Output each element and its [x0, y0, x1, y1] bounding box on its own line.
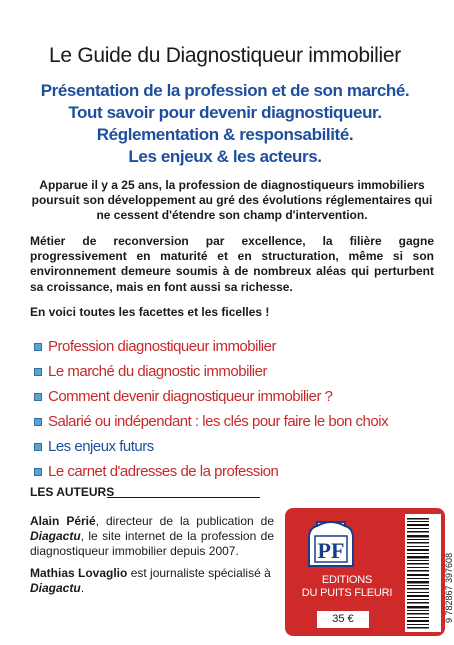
square-bullet-icon — [34, 443, 42, 451]
author-bio-text: , directeur de la publication de — [95, 514, 274, 528]
subtitle-line: Les enjeux & les acteurs. — [128, 147, 322, 166]
list-item-label: Les enjeux futurs — [48, 438, 154, 455]
price-tag: 35 € — [317, 611, 369, 628]
square-bullet-icon — [34, 468, 42, 476]
book-title: Le Guide du Diagnostiqueur immobilier — [49, 44, 401, 67]
svg-text:PF: PF — [317, 538, 345, 563]
career-paragraph: Métier de reconversion par excellence, la filière gagne progressivement en maturité et en structuration, même si son environnement demeure soumis à de nombreux aléas qui perturbent sa croissance, mais en font aussi sa richesse. — [30, 234, 434, 294]
list-item — [34, 334, 444, 359]
list-item-label: Comment devenir diagnostiqueur immobilier ? — [48, 388, 333, 405]
isbn-number: 9 782867 397608 — [444, 552, 454, 623]
intro-paragraph: Apparue il y a 25 ans, la profession de diagnostiqueurs immobiliers poursuit son développement au gré des évolutions réglementaires qui ne cessent d'étendre son champ d'intervention. — [31, 178, 433, 223]
author-bio-1 — [30, 514, 274, 560]
publisher-logo — [303, 518, 359, 570]
list-item-label: Salarié ou indépendant : les clés pour faire le bon choix — [48, 413, 389, 430]
author-name: Alain Périé — [30, 514, 96, 528]
list-item-label: Le carnet d'adresses de la profession — [48, 463, 279, 480]
authors-heading: LES AUTEURS — [30, 485, 115, 499]
barcode-bars-icon — [405, 514, 431, 632]
publisher-line: EDITIONS — [321, 574, 373, 586]
authors-underline — [107, 497, 260, 498]
list-item — [34, 384, 444, 409]
author-bio-end: . — [80, 581, 85, 596]
subtitle-line: Tout savoir pour devenir diagnostiqueur. — [68, 103, 382, 122]
list-item — [34, 459, 444, 484]
subtitle-block — [0, 80, 450, 168]
publisher-line: DU PUITS FLEURI — [301, 587, 393, 599]
list-item — [34, 359, 444, 384]
list-item — [34, 409, 444, 434]
topic-list — [34, 334, 444, 484]
list-item-label: Le marché du diagnostic immobilier — [48, 363, 267, 380]
list-item-label: Profession diagnostiqueur immobilier — [48, 338, 276, 355]
list-item — [34, 434, 444, 459]
teaser-line: En voici toutes les facettes et les ficelles ! — [30, 305, 270, 319]
square-bullet-icon — [34, 393, 42, 401]
author-bio-text: , le site internet de la profession de diagnostiqueur immobilier depuis 2007. — [30, 529, 274, 559]
square-bullet-icon — [34, 418, 42, 426]
subtitle-line: Réglementation & responsabilité. — [96, 125, 354, 144]
publisher-name — [289, 574, 405, 600]
publication-name: Diagactu — [30, 581, 81, 596]
barcode — [405, 514, 454, 632]
square-bullet-icon — [34, 343, 42, 351]
square-bullet-icon — [34, 368, 42, 376]
subtitle-line: Présentation de la profession et de son marché. — [40, 81, 410, 100]
publication-name: Diagactu — [30, 529, 81, 544]
author-bio-text: est journaliste spécialisé à — [127, 566, 271, 580]
author-bio-2 — [30, 566, 274, 596]
author-name: Mathias Lovaglio — [30, 566, 128, 580]
publisher-badge — [285, 508, 454, 636]
